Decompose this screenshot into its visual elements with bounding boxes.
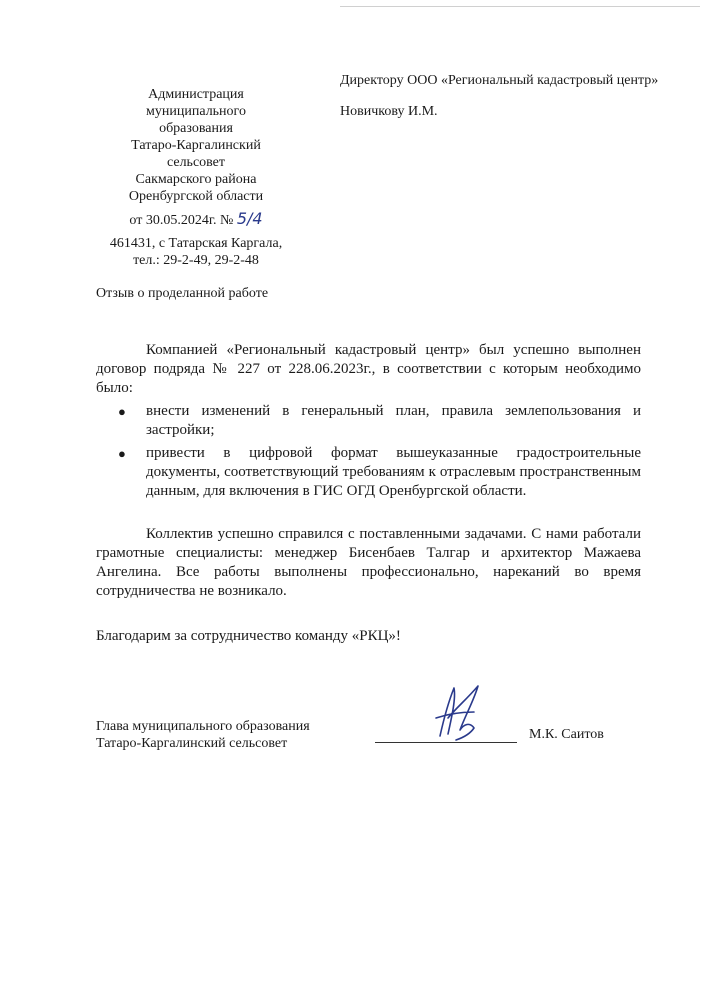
task-item — [96, 402, 641, 440]
task-text: привести в цифровой формат вышеуказанные градостроительные документы, соответствующий требованиям к отраслевым пространственным данным, для включения в ГИС ОГД Оренбургской области. — [146, 445, 641, 499]
signatory-position-line: Татаро-Каргалинский сельсовет — [96, 736, 288, 751]
signatory-name: М.К. Саитов — [529, 727, 604, 742]
signatory-position-line: Глава муниципального образования — [96, 719, 310, 734]
addressee-name: Новичкову И.М. — [340, 104, 438, 119]
sender-phones: тел.: 29-2-49, 29-2-48 — [133, 253, 259, 268]
outgoing-date-number — [96, 210, 296, 229]
sender-line: Сакмарского района — [135, 172, 257, 187]
handwritten-number: 5/4 — [236, 209, 263, 228]
handwritten-signature — [426, 678, 496, 748]
team-paragraph: Коллектив успешно справился с поставленными задачами. С нами работали грамотные специалисты: менеджер Бисенбаев Талгар и архитектор Мажаева Ангелина. Все работы выполнены профессионально, нареканий во время сотрудничества не возникало. — [96, 526, 641, 599]
bullet-icon: ● — [118, 446, 126, 461]
letter-body — [96, 341, 641, 646]
sender-address: 461431, с Татарская Каргала, — [109, 236, 283, 251]
sender-line: Татаро-Каргалинский — [131, 138, 261, 153]
thanks-paragraph: Благодарим за сотрудничество команду «РКЦ»! — [96, 628, 401, 644]
sender-block — [96, 86, 296, 269]
sender-line: образования — [159, 121, 233, 136]
sender-line: Администрация — [148, 87, 244, 102]
sender-line: Оренбургской области — [128, 189, 264, 204]
addressee-block — [340, 72, 658, 120]
letter-subject: Отзыв о проделанной работе — [96, 286, 269, 301]
date-prefix: от 30.05.2024г. № — [129, 213, 234, 228]
signatory-position — [96, 718, 310, 752]
intro-paragraph: Компанией «Региональный кадастровый центр» был успешно выполнен договор подряда № 227 от 228.06.2023г., в соответствии с которым необходимо было: — [96, 342, 641, 396]
scan-artifact-line — [340, 6, 700, 7]
sender-line: сельсовет — [166, 155, 226, 170]
task-text: внести изменений в генеральный план, правила землепользования и застройки; — [146, 403, 641, 438]
addressee-position: Директору ООО «Региональный кадастровый центр» — [340, 73, 659, 88]
task-list — [96, 402, 641, 501]
sender-line: муниципального — [146, 104, 246, 119]
task-item — [96, 444, 641, 501]
bullet-icon: ● — [118, 404, 126, 419]
